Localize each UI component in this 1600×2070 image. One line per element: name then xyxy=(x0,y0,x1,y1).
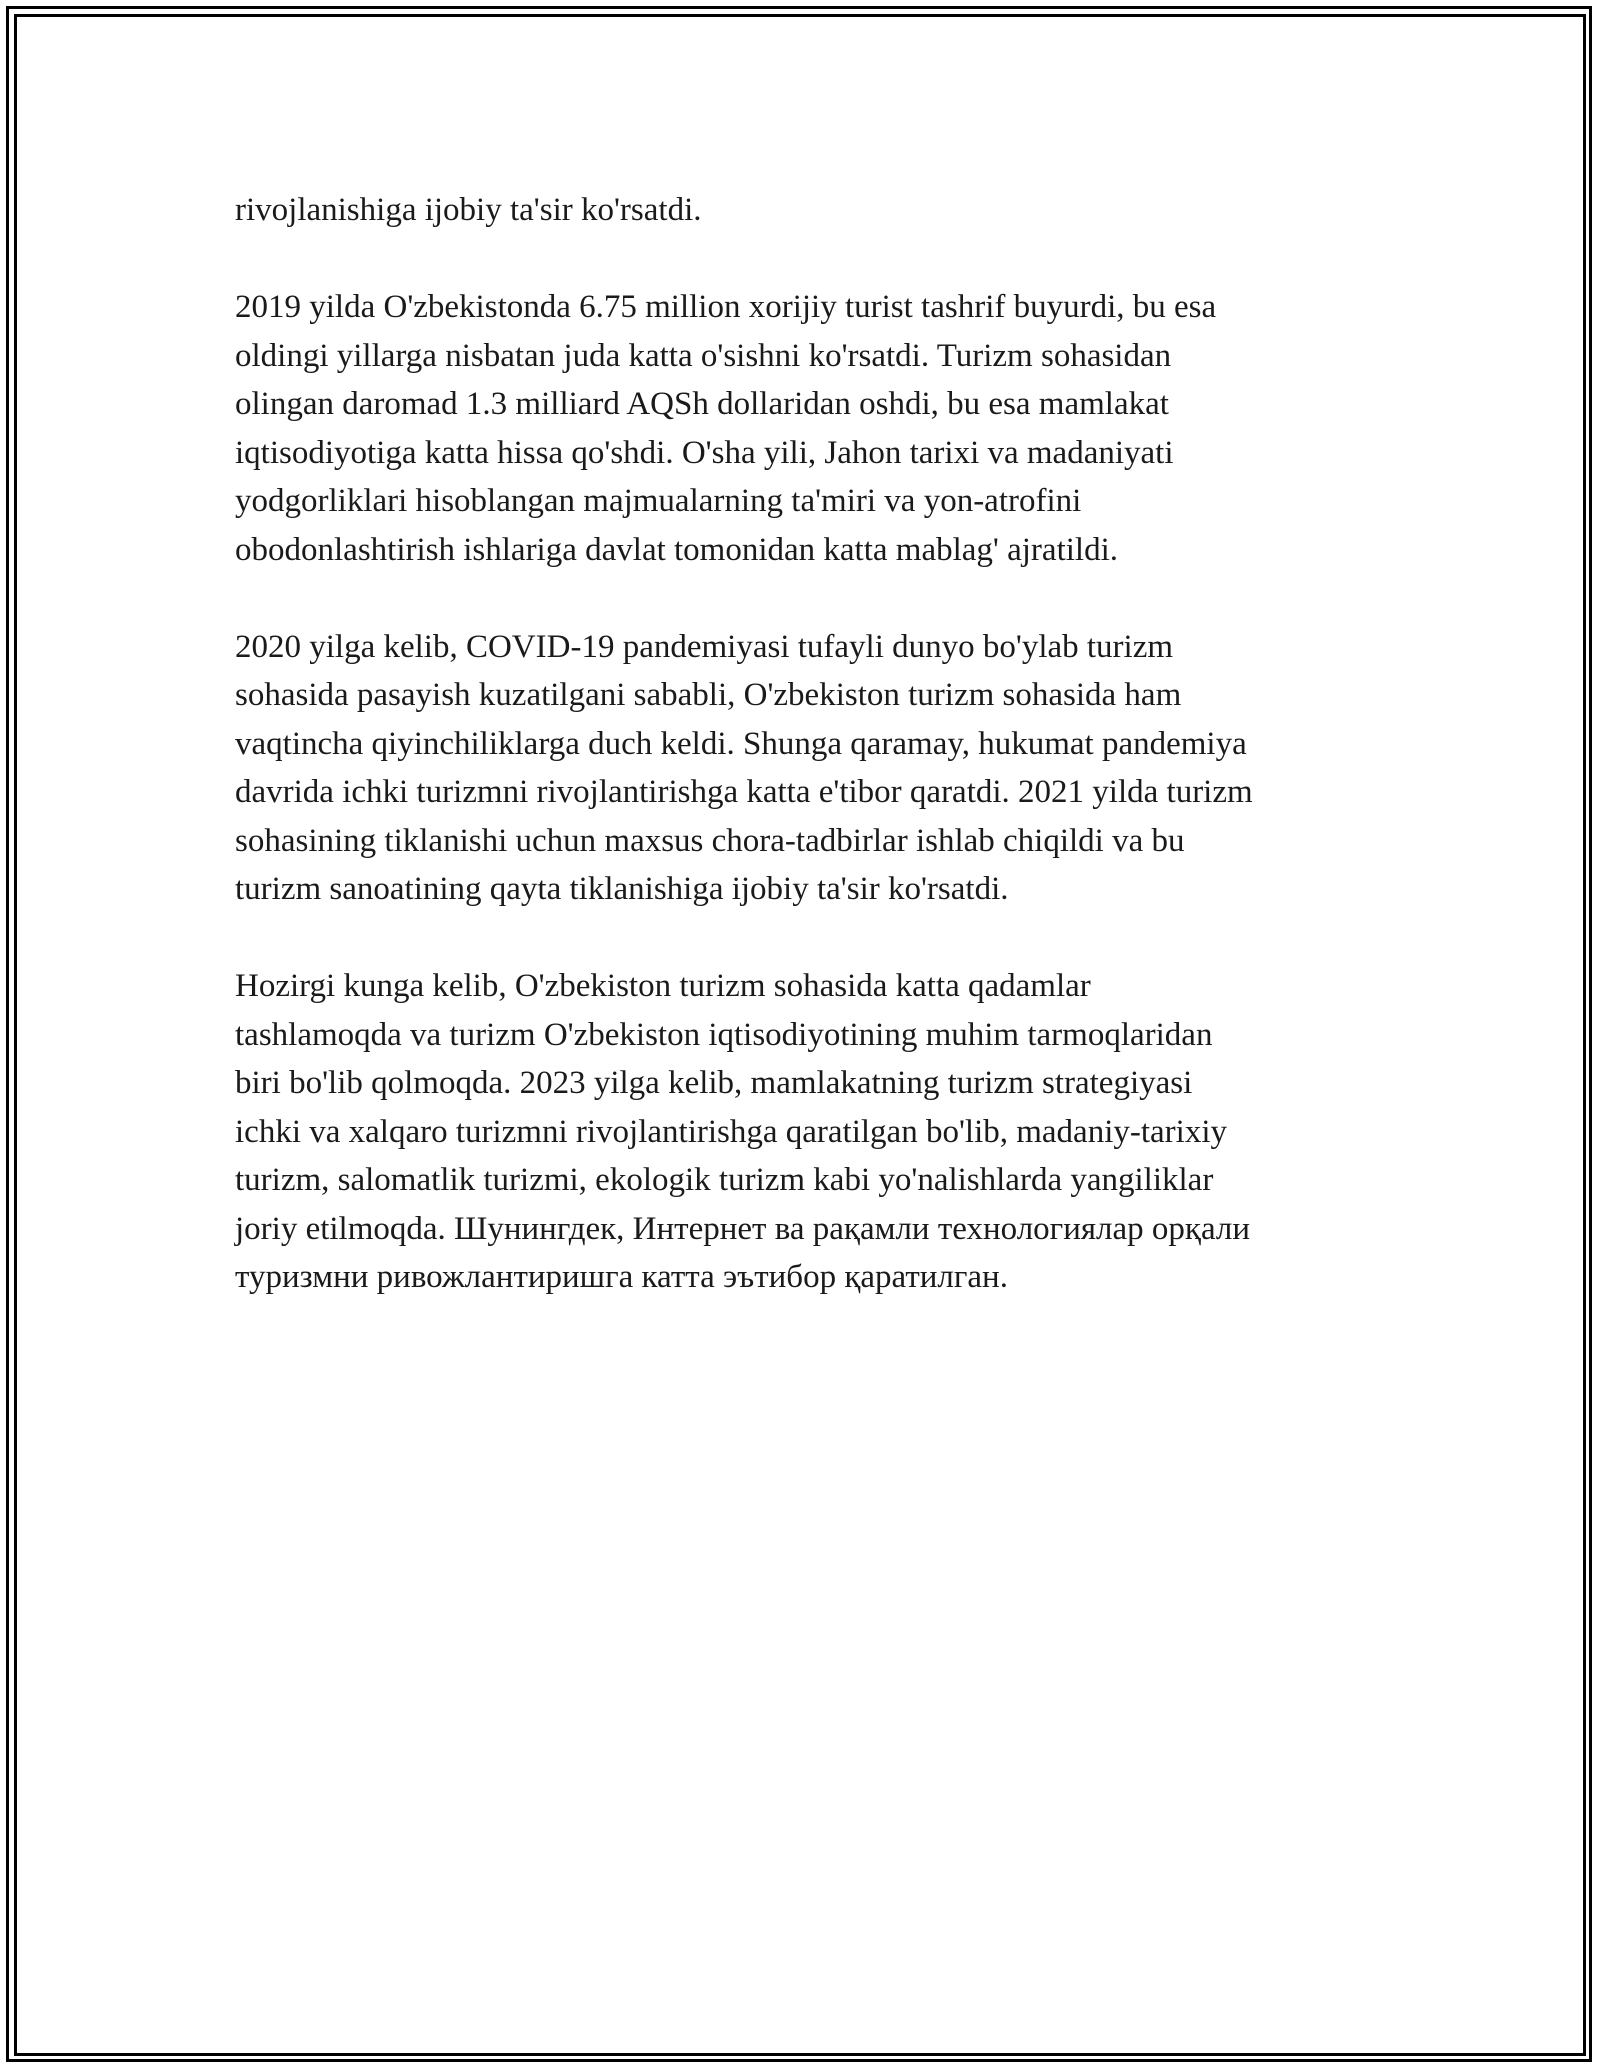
paragraph-line: sohasining tiklanishi uchun maxsus chora-tadbirlar ishlab chiqildi va bu xyxy=(235,822,1185,859)
paragraph-3 xyxy=(235,623,1375,914)
paragraph-line: туризмни ривожлантиришга катта эътибор қаратилган. xyxy=(235,1259,1008,1295)
paragraph-line: vaqtincha qiyinchiliklarga duch keldi. Shunga qaramay, hukumat pandemiya xyxy=(235,725,1247,762)
paragraph-1 xyxy=(235,186,1375,235)
paragraph-line: turizm sanoatining qayta tiklanishiga ijobiy ta'sir ko'rsatdi. xyxy=(235,871,1009,907)
paragraph-line: sohasida pasayish kuzatilgani sababli, O'zbekiston turizm sohasida ham xyxy=(235,677,1182,713)
paragraph-4 xyxy=(235,962,1375,1302)
paragraph-line: rivojlanishiga ijobiy ta'sir ko'rsatdi. xyxy=(235,192,702,228)
paragraph-line: 2019 yilda O'zbekistonda 6.75 million xorijiy turist tashrif buyurdi, bu esa xyxy=(235,289,1217,325)
document-body xyxy=(235,186,1375,1350)
paragraph-line: iqtisodiyotiga katta hissa qo'shdi. O'sha yili, Jahon tarixi va madaniyati xyxy=(235,434,1174,471)
paragraph-line: oldingi yillarga nisbatan juda katta o'sishni ko'rsatdi. Turizm sohasidan xyxy=(235,337,1172,374)
paragraph-line: ichki va xalqaro turizmni rivojlantirishga qaratilgan bo'lib, madaniy-tarixiy xyxy=(235,1113,1227,1150)
paragraph-line: 2020 yilga kelib, COVID-19 pandemiyasi tufayli dunyo bo'ylab turizm xyxy=(235,628,1174,665)
paragraph-line: turizm, salomatlik turizmi, ekologik turizm kabi yo'nalishlarda yangiliklar xyxy=(235,1162,1214,1198)
paragraph-line: yodgorliklari hisoblangan majmualarning ta'miri va yon-atrofini xyxy=(235,483,1082,519)
paragraph-line: joriy etilmoqda. Шунингдек, Интернет ва рақамли технологиялар орқали xyxy=(235,1210,1251,1247)
paragraph-2 xyxy=(235,283,1375,574)
paragraph-line: olingan daromad 1.3 milliard AQSh dollaridan oshdi, bu esa mamlakat xyxy=(235,386,1169,422)
paragraph-line: Hozirgi kunga kelib, O'zbekiston turizm sohasida katta qadamlar xyxy=(235,968,1091,1004)
paragraph-line: davrida ichki turizmni rivojlantirishga katta e'tibor qaratdi. 2021 yilda turizm xyxy=(235,774,1253,810)
paragraph-line: obodonlashtirish ishlariga davlat tomonidan katta mablag' ajratildi. xyxy=(235,531,1118,568)
paragraph-line: tashlamoqda va turizm O'zbekiston iqtisodiyotining muhim tarmoqlaridan xyxy=(235,1016,1213,1053)
paragraph-line: biri bo'lib qolmoqda. 2023 yilga kelib, mamlakatning turizm strategiyasi xyxy=(235,1065,1193,1101)
